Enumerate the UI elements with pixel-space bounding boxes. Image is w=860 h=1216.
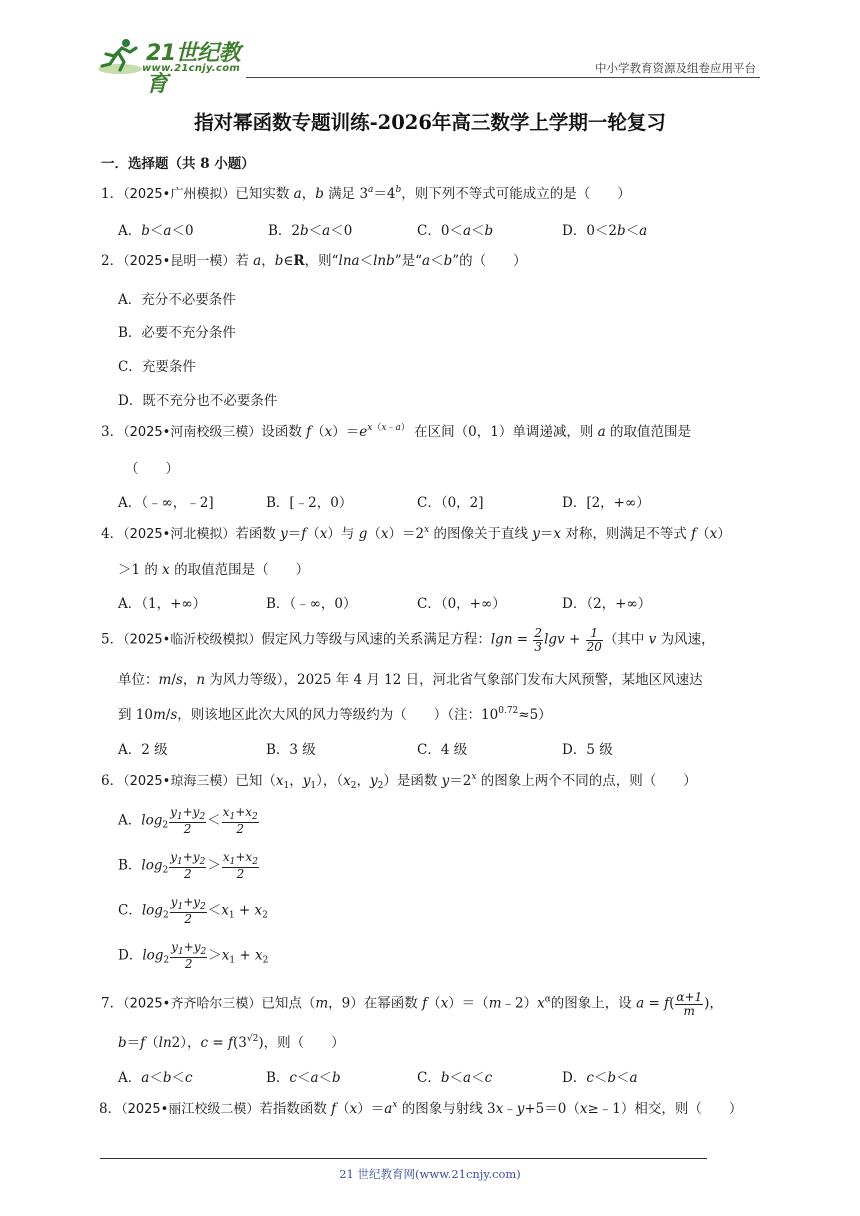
q4-option-b[interactable]: B．（﹣∞，0） (266, 596, 357, 612)
q1-option-d[interactable]: D．0＜2b＜a (562, 223, 648, 239)
q1-option-b[interactable]: B．2b＜a＜0 (268, 223, 353, 239)
q3-option-a[interactable]: A．（﹣∞，﹣2] (118, 495, 214, 511)
q5-option-c[interactable]: C．4 级 (417, 742, 468, 758)
q5-line-3: 到 10m/s，则该地区此次大风的风力等级约为（ ）（注：$10^{0.72}\approx 5$） (118, 706, 552, 723)
q5-line-2: 单位：m/s，n 为风力等级），2025 年 4 月 12 日，河北省气象部门发布大风预警，某地区风速达 (118, 672, 703, 688)
platform-name: 中小学教育资源及组卷应用平台 (595, 61, 756, 75)
q7-option-c[interactable]: C．b＜a＜c (417, 1070, 493, 1086)
q2-option-c[interactable]: C．充要条件 (118, 359, 196, 375)
q7-option-d[interactable]: D．c＜b＜a (562, 1070, 638, 1086)
q6-option-d[interactable]: D．$\log_2$ $\frac{y_1+y_2}{2}$ $>x_1 + x_2$ (118, 940, 269, 972)
q5-option-a[interactable]: A．2 级 (118, 742, 168, 758)
q1-option-c[interactable]: C．0＜a＜b (417, 223, 494, 239)
question-7: 7．（2025•齐齐哈尔三模）已知点（m，9）在幂函数 $f(x)=(m﹣2)x^\alpha$的图象上，设 a = f( $\frac{\alpha+1}{m}$ )， (101, 990, 723, 1018)
question-1: 1．（2025•广州模拟）已知实数 a，b 满足 $3^a=4^b$，则下列不等式可能成立的是（ ） (101, 185, 631, 202)
footer-link[interactable]: 21 世纪教育网(www.21cnjy.com) (339, 1167, 521, 1181)
q4-option-a[interactable]: A．（1，+∞） (118, 596, 207, 612)
q2-option-b[interactable]: B．必要不充分条件 (118, 325, 236, 341)
page-title: 指对幂函数专题训练-2026年高三数学上学期一轮复习 (194, 111, 666, 134)
question-source: （2025•广州模拟） (123, 187, 236, 202)
q7-line-2: b＝f（ln2），$c = f(3^{√2})$，则（ ） (118, 1034, 345, 1051)
logo-wordmark: 21世纪教育 (146, 41, 241, 97)
footer-divider (100, 1158, 707, 1159)
page-header (96, 32, 760, 97)
q7-option-a[interactable]: A．a＜b＜c (118, 1070, 193, 1086)
q3-option-d[interactable]: D．[2，+∞） (562, 495, 650, 511)
q3-answer-blank: （ ） (125, 461, 179, 477)
question-4: 4．（2025•河北模拟）若函数 y＝f（x）与 $g(x)=2^x$ 的图像关于直线 y＝x 对称，则满足不等式 f（x） (101, 525, 731, 542)
question-2: 2．（2025•昆明一模）若 a，b∈R，则“lna＜lnb”是“a＜b”的（ ） (101, 253, 527, 269)
section-heading: 一．选择题（共 8 小题） (101, 156, 255, 172)
site-logo[interactable] (96, 36, 256, 97)
q5-option-b[interactable]: B．3 级 (266, 742, 316, 758)
q6-option-a[interactable]: A．$\log_2$ $\frac{y_1+y_2}{2}$ ＜ $\frac{x_1+x_2}{2}$ (118, 805, 258, 837)
question-8: 8．（2025•丽江校级二模）若指数函数 $f(x)=a^x$ 的图象与射线 3x﹣y+5＝0（x≥﹣1）相交，则（ ） (99, 1100, 743, 1117)
q7-option-b[interactable]: B．c＜a＜b (266, 1070, 341, 1086)
q3-option-b[interactable]: B．[﹣2，0） (266, 495, 353, 511)
question-3: 3．（2025•河南校级三模）设函数 $f(x)=e^{x(x﹣a)}$ 在区间（0，1）单调递减，则 a 的取值范围是 (101, 423, 691, 440)
runner-logo-icon (96, 36, 144, 76)
q1-option-a[interactable]: A．b＜a＜0 (118, 223, 194, 239)
q4-option-d[interactable]: D．（2，+∞） (562, 596, 652, 612)
q6-option-b[interactable]: B．$\log_2$ $\frac{y_1+y_2}{2}$ ＞ $\frac{x_1+x_2}{2}$ (118, 850, 258, 882)
logo-url: www.21cnjy.com (142, 63, 241, 74)
header-divider (246, 77, 760, 78)
q5-option-d[interactable]: D．5 级 (562, 742, 613, 758)
question-6: 6．（2025•琼海三模）已知（$x_1$，$y_1$），（$x_2$，$y_2$）是函数 $y=2^x$ 的图象上两个不同的点，则（ ） (101, 772, 697, 791)
question-5: 5．（2025•临沂校级模拟）假定风力等级与风速的关系满足方程：lgn = $\frac{2}{3}$ lgv + $\frac{1}{20}$ （其中 v 为风速， (101, 626, 715, 654)
q3-option-c[interactable]: C．（0，2] (417, 495, 484, 511)
q2-option-d[interactable]: D．既不充分也不必要条件 (118, 393, 278, 409)
q4-continuation: ＞1 的 x 的取值范围是（ ） (118, 562, 310, 578)
q4-option-c[interactable]: C．（0，+∞） (417, 596, 506, 612)
q6-option-c[interactable]: C．$\log_2$ $\frac{y_1+y_2}{2}$ $<x_1 + x_2$ (118, 895, 268, 927)
q2-option-a[interactable]: A．充分不必要条件 (118, 292, 236, 308)
